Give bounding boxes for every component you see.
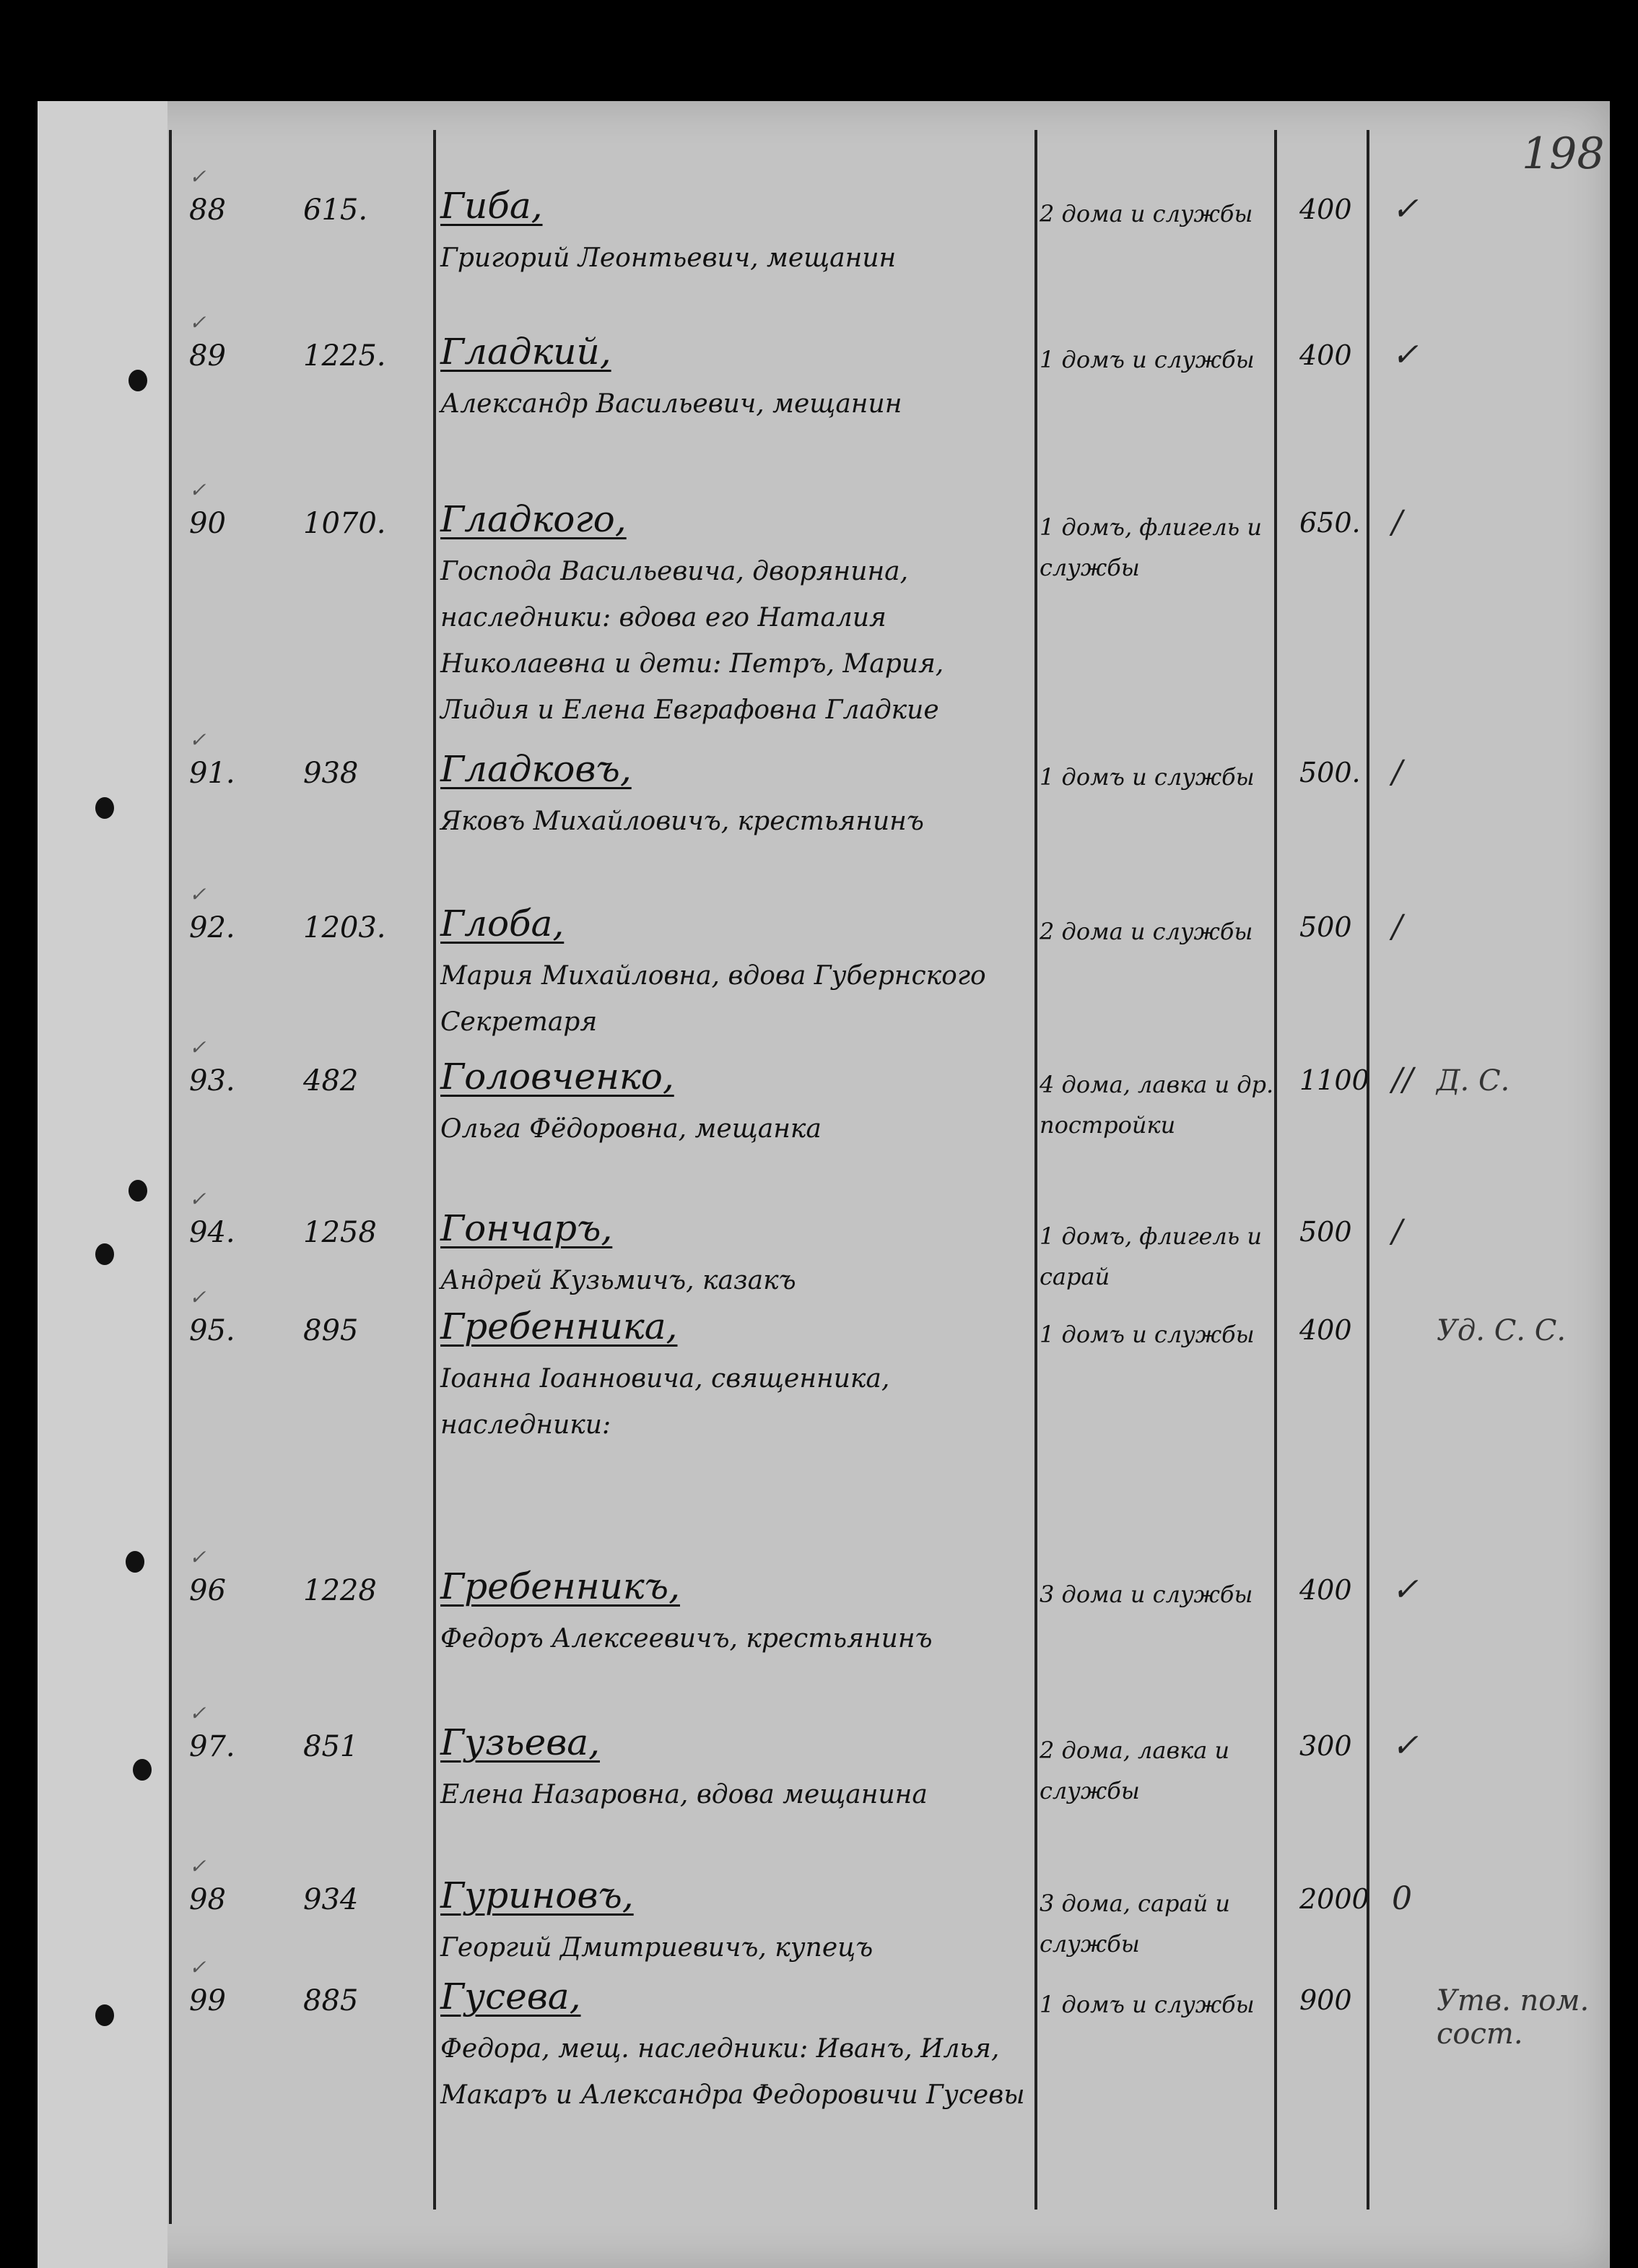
- row-number: 90: [189, 507, 226, 540]
- owner-description: Александр Васильевич, мещанин: [440, 389, 902, 419]
- binding-hole: [128, 1180, 147, 1202]
- binding-hole: [133, 1759, 152, 1781]
- paper-margin: [38, 101, 167, 2268]
- audit-mark: ✓: [1392, 191, 1419, 227]
- owner-surname: Гиба,: [440, 185, 543, 227]
- register-number: 885: [303, 1984, 359, 2017]
- margin-note: Утв. пом. сост.: [1437, 1984, 1590, 2051]
- row-number: 99: [189, 1984, 226, 2017]
- row-number: 88: [189, 194, 226, 227]
- binding-hole: [95, 1243, 114, 1265]
- check-mark: ✓: [189, 310, 206, 334]
- owner-description: Яковъ Михайловичъ, крестьянинъ: [440, 807, 924, 836]
- register-number: 1203.: [303, 911, 386, 944]
- register-number: 1258: [303, 1216, 377, 1249]
- register-number: 851: [303, 1730, 359, 1763]
- property-value: 400: [1299, 1314, 1352, 1346]
- property-value: 650.: [1299, 507, 1361, 539]
- audit-mark: /: [1392, 504, 1403, 541]
- property-value: 2000: [1299, 1883, 1369, 1915]
- row-number: 91.: [189, 757, 235, 790]
- row-number: 89: [189, 339, 226, 373]
- owner-description: Мария Михайловна, вдова Губернского Секретаря: [440, 961, 986, 1037]
- check-mark: ✓: [189, 1285, 206, 1309]
- audit-mark: ✓: [1392, 1727, 1419, 1764]
- owner-description: Господа Васильевича, дворянина, наследники: вдова его Наталия Николаевна и дети: Петръ, Мария, Лидия и Елена Евграфовна Гладкие: [440, 557, 944, 725]
- row-number: 92.: [189, 911, 235, 944]
- check-mark: ✓: [189, 1854, 206, 1878]
- column-rule: [169, 130, 172, 2224]
- audit-mark: 0: [1392, 1880, 1412, 1917]
- row-number: 96: [189, 1574, 226, 1607]
- property-description: 2 дома и службы: [1040, 918, 1253, 945]
- owner-description: Іоанна Іоанновича, священника, наследники:: [440, 1364, 890, 1440]
- register-number: 1228: [303, 1574, 377, 1607]
- check-mark: ✓: [189, 165, 206, 188]
- property-description: 2 дома, лавка и службы: [1040, 1737, 1230, 1804]
- property-value: 300: [1299, 1730, 1352, 1762]
- property-description: 1 домъ, флигель и службы: [1040, 513, 1262, 581]
- row-number: 95.: [189, 1314, 235, 1347]
- audit-mark: /: [1392, 754, 1403, 791]
- binding-hole: [128, 370, 147, 391]
- audit-mark: //: [1392, 1061, 1413, 1098]
- property-description: 1 домъ, флигель и сарай: [1040, 1222, 1262, 1290]
- column-rule: [433, 130, 436, 2210]
- row-number: 94.: [189, 1216, 235, 1249]
- property-value: 400: [1299, 194, 1352, 225]
- register-number: 1070.: [303, 507, 386, 540]
- property-description: 1 домъ и службы: [1040, 346, 1255, 373]
- owner-description: Ольга Фёдоровна, мещанка: [440, 1114, 822, 1144]
- register-number: 934: [303, 1883, 359, 1916]
- binding-hole: [95, 797, 114, 819]
- owner-surname: Головченко,: [440, 1056, 674, 1098]
- owner-surname: Гладковъ,: [440, 748, 632, 790]
- register-number: 1225.: [303, 339, 386, 373]
- row-number: 98: [189, 1883, 226, 1916]
- owner-description: Андрей Кузьмичъ, казакъ: [440, 1266, 796, 1295]
- register-number: 482: [303, 1064, 359, 1098]
- row-number: 97.: [189, 1730, 235, 1763]
- property-value: 400: [1299, 339, 1352, 371]
- check-mark: ✓: [189, 882, 206, 906]
- owner-surname: Глоба,: [440, 903, 565, 944]
- property-value: 500: [1299, 911, 1352, 943]
- property-description: 1 домъ и службы: [1040, 1991, 1255, 2018]
- check-mark: ✓: [189, 1545, 206, 1569]
- owner-surname: Гончаръ,: [440, 1207, 613, 1249]
- register-number: 938: [303, 757, 359, 790]
- owner-surname: Гладкий,: [440, 331, 611, 373]
- page-number: 198: [1522, 129, 1605, 179]
- register-number: 895: [303, 1314, 359, 1347]
- property-description: 1 домъ и службы: [1040, 1321, 1255, 1348]
- property-value: 500.: [1299, 757, 1361, 788]
- owner-surname: Гладкого,: [440, 498, 627, 540]
- property-value: 900: [1299, 1984, 1352, 2016]
- property-description: 2 дома и службы: [1040, 200, 1253, 227]
- property-value: 500: [1299, 1216, 1352, 1248]
- check-mark: ✓: [189, 728, 206, 752]
- audit-mark: ✓: [1392, 336, 1419, 373]
- property-description: 3 дома, сарай и службы: [1040, 1890, 1230, 1958]
- check-mark: ✓: [189, 1701, 206, 1725]
- property-value: 400: [1299, 1574, 1352, 1606]
- check-mark: ✓: [189, 1187, 206, 1211]
- owner-surname: Гребенника,: [440, 1305, 678, 1347]
- property-description: 4 дома, лавка и др. постройки: [1040, 1071, 1274, 1139]
- property-description: 3 дома и службы: [1040, 1581, 1253, 1608]
- owner-description: Георгий Дмитриевичъ, купецъ: [440, 1933, 874, 1963]
- register-number: 615.: [303, 194, 368, 227]
- property-value: 1100: [1299, 1064, 1369, 1096]
- owner-description: Федоръ Алексеевичъ, крестьянинъ: [440, 1624, 933, 1654]
- owner-surname: Гребенникъ,: [440, 1565, 680, 1607]
- owner-description: Григорий Леонтьевич, мещанин: [440, 243, 897, 273]
- check-mark: ✓: [189, 1035, 206, 1059]
- check-mark: ✓: [189, 1955, 206, 1979]
- property-description: 1 домъ и службы: [1040, 763, 1255, 791]
- column-rule: [1034, 130, 1037, 2210]
- check-mark: ✓: [189, 478, 206, 502]
- owner-surname: Гуриновъ,: [440, 1874, 634, 1916]
- owner-surname: Гузьева,: [440, 1721, 600, 1763]
- owner-surname: Гусева,: [440, 1976, 581, 2017]
- binding-hole: [126, 1551, 144, 1573]
- audit-mark: ✓: [1392, 1571, 1419, 1608]
- audit-mark: /: [1392, 1213, 1403, 1250]
- margin-note: Уд. С. С.: [1437, 1314, 1567, 1347]
- binding-hole: [95, 2004, 114, 2026]
- row-number: 93.: [189, 1064, 235, 1098]
- owner-description: Федора, мещ. наследники: Иванъ, Илья, Макаръ и Александра Федоровичи Гусевы: [440, 2034, 1025, 2110]
- margin-note: Д. С.: [1437, 1064, 1510, 1098]
- column-rule: [1274, 130, 1277, 2210]
- owner-description: Елена Назаровна, вдова мещанина: [440, 1780, 928, 1809]
- audit-mark: /: [1392, 908, 1403, 945]
